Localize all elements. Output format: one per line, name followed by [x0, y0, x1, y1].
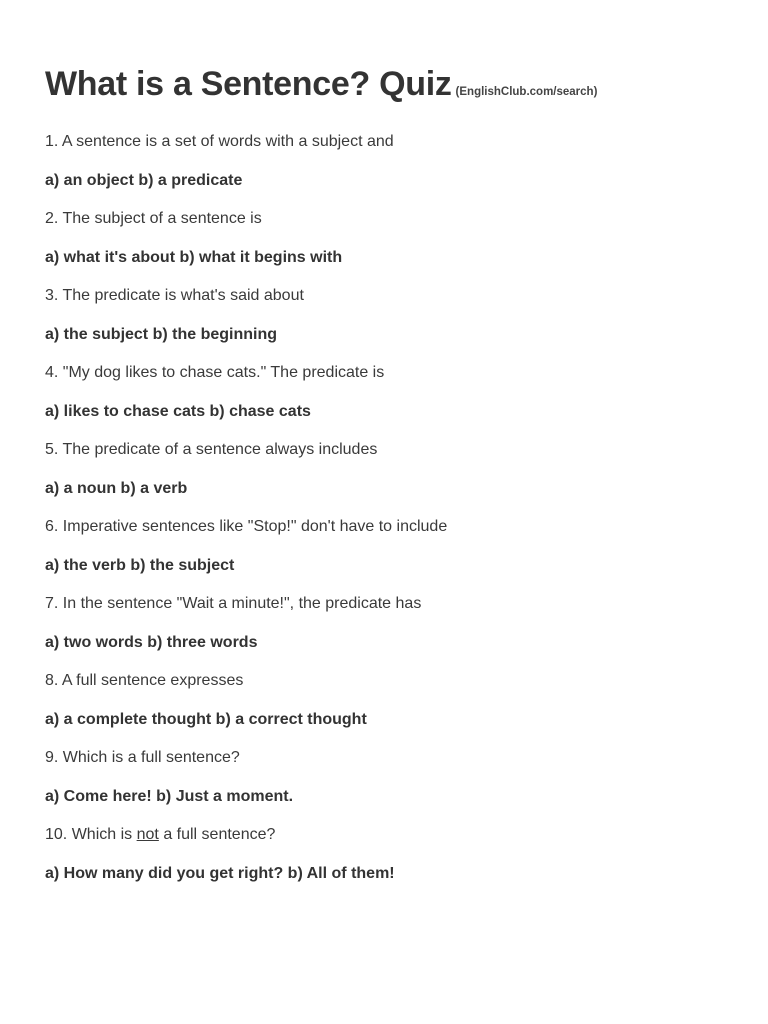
- answer-options: a) the verb b) the subject: [45, 557, 235, 574]
- question-text: 5. The predicate of a sentence always includes: [45, 441, 378, 458]
- answer-options: a) what it's about b) what it begins with: [45, 249, 343, 266]
- question-item: [45, 825, 723, 884]
- question-text: 2. The subject of a sentence is: [45, 210, 262, 227]
- question-text: 8. A full sentence expresses: [45, 672, 244, 689]
- source-link[interactable]: (EnglishClub.com/search): [455, 86, 598, 98]
- answer-options: a) a complete thought b) a correct thought: [45, 711, 367, 728]
- question-item: [45, 209, 723, 268]
- answer-options: a) How many did you get right? b) All of them!: [45, 865, 395, 882]
- answer-options: a) likes to chase cats b) chase cats: [45, 403, 311, 420]
- question-item: [45, 517, 723, 576]
- question-text: 4. "My dog likes to chase cats." The predicate is: [45, 364, 385, 381]
- question-text: 7. In the sentence "Wait a minute!", the predicate has: [45, 595, 422, 612]
- question-list: [45, 132, 723, 884]
- answer-options: a) Come here! b) Just a moment.: [45, 788, 294, 805]
- question-item: [45, 363, 723, 422]
- question-text: 3. The predicate is what's said about: [45, 287, 304, 304]
- question-item: [45, 440, 723, 499]
- answer-options: a) the subject b) the beginning: [45, 326, 277, 343]
- answer-options: a) two words b) three words: [45, 634, 258, 651]
- answer-options: a) an object b) a predicate: [45, 172, 243, 189]
- question-item: [45, 671, 723, 730]
- question-text: 9. Which is a full sentence?: [45, 749, 240, 766]
- question-text: 1. A sentence is a set of words with a subject and: [45, 133, 394, 150]
- page-title: What is a Sentence? Quiz: [45, 65, 452, 103]
- answer-options: a) a noun b) a verb: [45, 480, 188, 497]
- question-item: [45, 286, 723, 345]
- question-item: [45, 594, 723, 653]
- question-item: [45, 748, 723, 807]
- question-text: 10. Which is not a full sentence?: [45, 826, 276, 843]
- question-item: [45, 132, 723, 191]
- emphasis-not: not: [136, 826, 159, 843]
- title-row: [45, 64, 723, 104]
- question-text: 6. Imperative sentences like "Stop!" don't have to include: [45, 518, 448, 535]
